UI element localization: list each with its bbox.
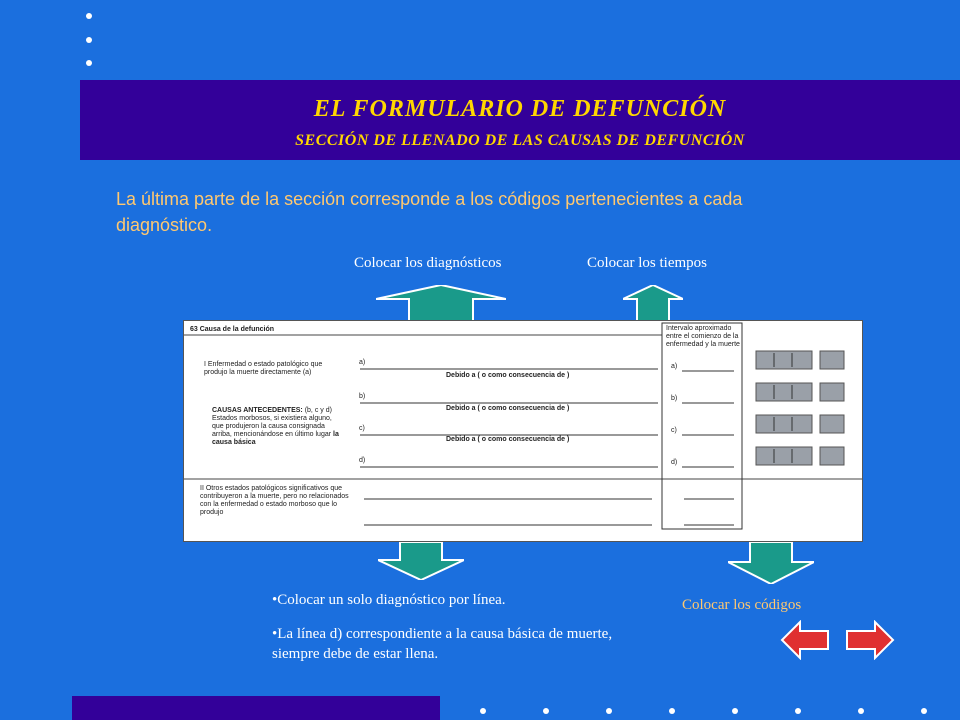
decor-dot (480, 708, 486, 714)
form-interval: Intervalo aproximado entre el comienzo de la enfermedad y la muerte (666, 325, 740, 348)
code-box (820, 415, 844, 433)
page-title: EL FORMULARIO DE DEFUNCIÓN (313, 96, 727, 122)
code-box (820, 383, 844, 401)
decor-dot (921, 708, 927, 714)
decor-dot (858, 708, 864, 714)
form-antecedentes (212, 407, 342, 447)
decor-dot (86, 60, 92, 66)
decor-dot (795, 708, 801, 714)
form-time-b: b) (671, 395, 678, 402)
form-part2: II Otros estados patológicos significativos que contribuyeron a la muerte, pero no relacionados con la enfermedad o estado morboso que lo produjo (200, 485, 349, 516)
form-line-b: b) (359, 393, 366, 400)
label-tiempos: Colocar los tiempos (587, 255, 707, 271)
label-codigos: Colocar los códigos (682, 597, 802, 613)
arrow-up-icon (376, 285, 506, 321)
code-box (820, 351, 844, 369)
arrow-down-icon (378, 542, 464, 580)
arrow-up-icon (623, 285, 683, 321)
instruction-list (272, 590, 632, 678)
intro-text: La última parte de la sección corresponde a los códigos pertenecientes a cada diagnóstico. (116, 189, 743, 235)
form-debido-3: Debido a ( o como consecuencia de ) (446, 436, 570, 443)
arrow-down-icon (728, 542, 814, 584)
code-box (756, 447, 812, 465)
code-box (756, 415, 812, 433)
code-box (756, 351, 812, 369)
form-debido-2: Debido a ( o como consecuencia de ) (446, 405, 570, 412)
page-subtitle: SECCIÓN DE LLENADO DE LAS CAUSAS DE DEFUNCIÓN (295, 132, 745, 149)
form-time-c: c) (671, 427, 677, 434)
arrow-left-icon[interactable] (780, 620, 830, 660)
form-line-a: a) (359, 359, 366, 366)
label-diagnosticos: Colocar los diagnósticos (354, 255, 502, 271)
decor-dot (732, 708, 738, 714)
decor-dot (543, 708, 549, 714)
footer-band (72, 696, 440, 720)
decor-dot (86, 13, 92, 19)
form-antecedentes-body: Estados morbosos, si existiera alguno, que produjeron la causa consignada arriba, mencionándose en último lugar (212, 415, 332, 438)
form-line-c: c) (359, 425, 365, 432)
code-box (820, 447, 844, 465)
form-line-d: d) (359, 457, 366, 464)
form-antecedentes-title: CAUSAS ANTECEDENTES: (212, 407, 303, 414)
decor-dot (86, 37, 92, 43)
form-causa-basica: la causa básica (212, 431, 339, 446)
instruction-item: •Colocar un solo diagnóstico por línea. (272, 592, 506, 608)
form-antecedentes-extra: (b, c y d) (304, 407, 332, 414)
form-time-a: a) (671, 363, 678, 370)
code-box (756, 383, 812, 401)
instruction-item: •La línea d) correspondiente a la causa básica de muerte, siempre debe de estar llena. (272, 626, 613, 662)
form-debido-1: Debido a ( o como consecuencia de ) (446, 372, 570, 379)
form-part1: I Enfermedad o estado patológico que produjo la muerte directamente (a) (204, 361, 323, 376)
form-header: 63 Causa de la defunción (190, 326, 275, 333)
form-time-d: d) (671, 459, 678, 466)
death-certificate-form (183, 320, 863, 542)
decor-dot (669, 708, 675, 714)
arrow-right-icon[interactable] (845, 620, 895, 660)
decor-dot (606, 708, 612, 714)
